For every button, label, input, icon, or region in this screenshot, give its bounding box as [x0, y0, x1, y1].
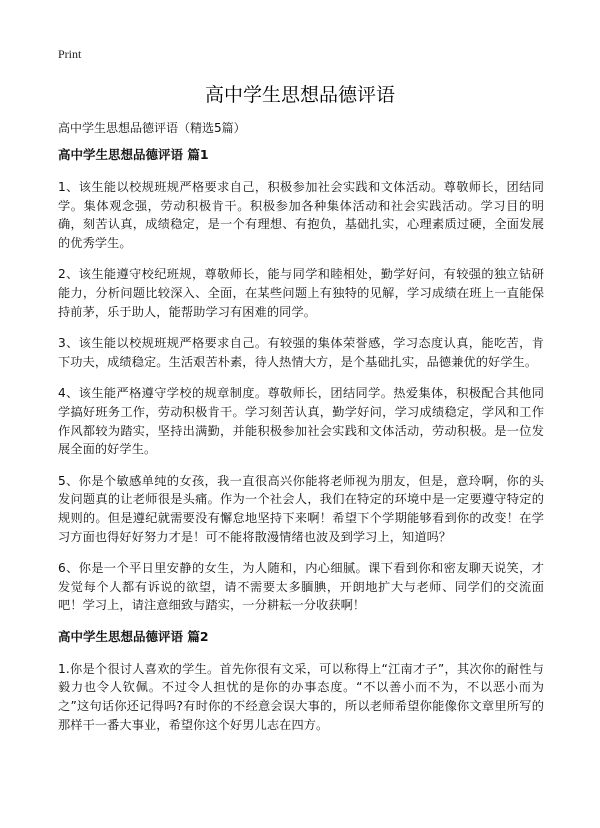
- document-title: 高中学生思想品德评语: [204, 84, 395, 106]
- paragraph: 6、你是一个平日里安静的女生，为人随和，内心细腻。课下看到你和密友聊天说笑，才发觉每个人都有诉说的欲望，请不需要太多腼腆，开朗地扩大与老师、同学们的交流面吧！学习上，请注意细致与踏实，一分耕耘一分收获啊！: [58, 561, 544, 613]
- section-heading: 高中学生思想品德评语 篇2: [58, 628, 209, 644]
- paragraph: 2、该生能遵守校纪班规，尊敬师长，能与同学和睦相处，勤学好问，有较强的独立钻研能力，分析问题比较深入、全面，在某些问题上有独特的见解，学习成绩在班上一直能保持前茅，乐于助人，能帮助学习有困难的同学。: [58, 267, 544, 319]
- document-content: [58, 146, 544, 747]
- paragraph: 3、该生能以校规班规严格要求自己。有较强的集体荣誉感，学习态度认真，能吃苦，肯下功夫，成绩稳定。生活艰苦朴素，待人热情大方，是个基础扎实，品德兼优的好学生。: [58, 336, 544, 369]
- print-link[interactable]: Print: [58, 47, 82, 61]
- paragraph: 1.你是个很讨人喜欢的学生。首先你很有文采，可以称得上“江南才子”，其次你的耐性与毅力也令人钦佩。不过令人担忧的是你的办事态度。“不以善小而不为，不以恶小而为之”这句话你还记得吗?有时你的不经意会误大事的，所以老师希望你能像你文章里所写的那样干一番大事业，希望你这个好男儿志在四方。: [58, 661, 544, 732]
- paragraph: 5、你是个敏感单纯的女孩，我一直很高兴你能将老师视为朋友，但是，意玲啊，你的头发问题真的让老师很是头痛。作为一个社会人，我们在特定的环境中是一定要遵守特定的规则的。但是遵纪就需要没有懈怠地坚持下来啊！希望下个学期能够看到你的改变！在学习方面也得好好努力才是！可不能将散漫情绪也波及到学习上，知道吗？: [58, 473, 544, 544]
- section-2: [58, 628, 544, 734]
- paragraph: 4、该生能严格遵守学校的规章制度。尊敬师长，团结同学。热爱集体，积极配合其他同学搞好班务工作，劳动积极肯干。学习刻苦认真，勤学好问，学习成绩稳定，学风和工作作风都较为踏实，坚持出满勤，并能积极参加社会实践和文体活动，劳动积极。是一位发展全面的好学生。: [58, 386, 544, 457]
- paragraph: 1、该生能以校规班规严格要求自己，积极参加社会实践和文体活动。尊敬师长，团结同学。集体观念强，劳动积极肯干。积极参加各种集体活动和社会实践活动。学习目的明确，刻苦认真，成绩稳定，是一个有理想、有抱负，基础扎实，心理素质过硬，全面发展的优秀学生。: [58, 180, 544, 250]
- section-heading: 高中学生思想品德评语 篇1: [58, 147, 209, 162]
- document-subtitle: 高中学生思想品德评语（精选5篇）: [58, 121, 246, 135]
- section-1: [58, 146, 544, 615]
